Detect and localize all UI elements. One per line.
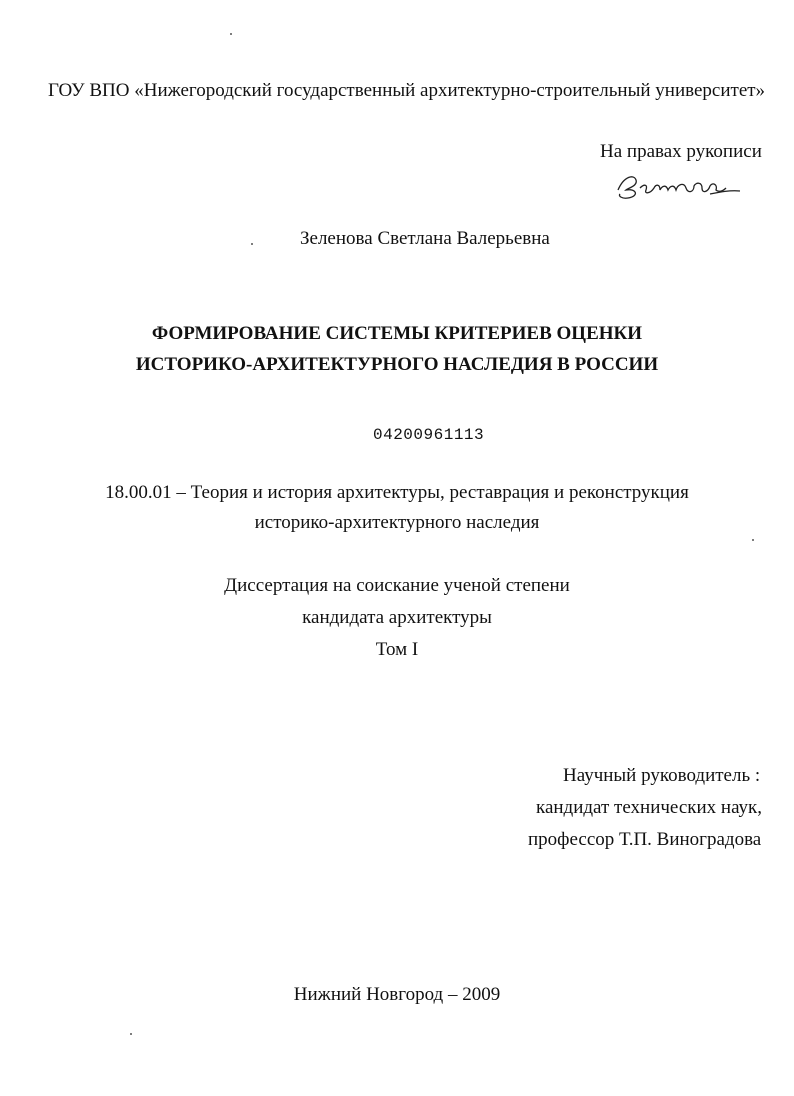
- specialty-line-1: 18.00.01 – Теория и история архитектуры, реставрация и реконструкция: [105, 482, 689, 503]
- dissertation-title-line-1: ФОРМИРОВАНИЕ СИСТЕМЫ КРИТЕРИЕВ ОЦЕНКИ: [151, 323, 643, 344]
- registration-number: 04200961113: [373, 426, 485, 444]
- scan-speck: [230, 33, 232, 35]
- city-year: Нижний Новгород – 2009: [293, 984, 501, 1005]
- degree-line-1: Диссертация на соискание ученой степени: [224, 575, 570, 596]
- supervisor-label: Научный руководитель :: [563, 765, 761, 786]
- scan-speck: [752, 539, 754, 541]
- author-name: Зеленова Светлана Валерьевна: [300, 228, 550, 249]
- scan-speck: [130, 1033, 132, 1035]
- supervisor-name: профессор Т.П. Виноградова: [528, 829, 762, 850]
- institution-header: ГОУ ВПО «Нижегородский государственный архитектурно-строительный университет»: [48, 80, 766, 101]
- scan-speck: [251, 243, 253, 245]
- supervisor-degree: кандидат технических наук,: [536, 797, 763, 818]
- manuscript-rights-note: На правах рукописи: [600, 141, 762, 162]
- volume-label: Том I: [375, 639, 419, 660]
- handwritten-signature: [614, 166, 744, 200]
- dissertation-title-line-2: ИСТОРИКО-АРХИТЕКТУРНОГО НАСЛЕДИЯ В РОССИИ: [135, 354, 659, 375]
- degree-line-2: кандидата архитектуры: [302, 607, 492, 628]
- specialty-line-2: историко-архитектурного наследия: [254, 512, 540, 533]
